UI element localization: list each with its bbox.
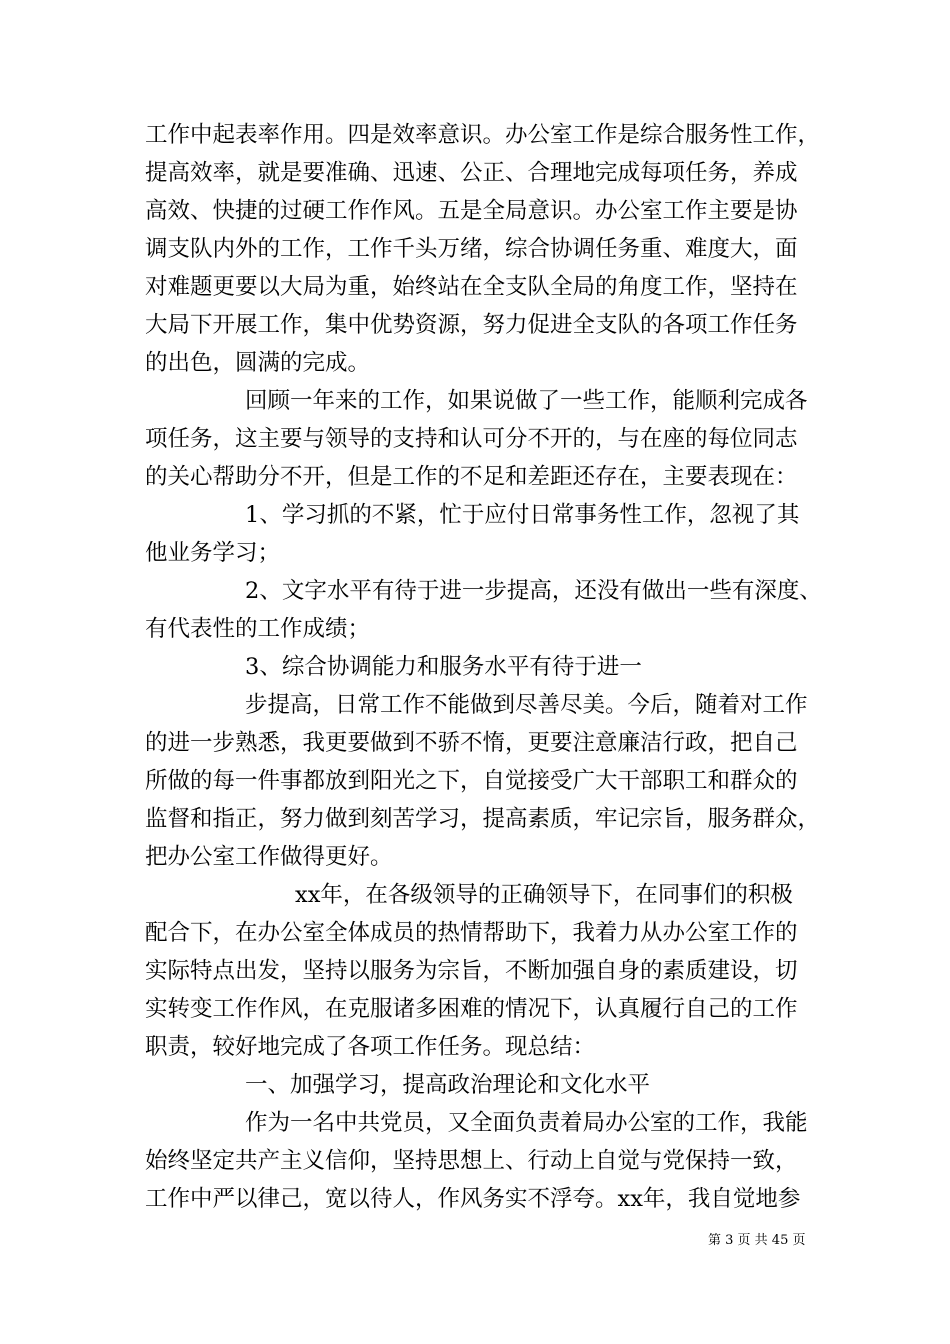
text-line: 他业务学习；	[145, 540, 281, 566]
text-line: 大局下开展工作，集中优势资源，努力促进全支队的各项工作任务	[145, 312, 798, 338]
list-item-2-line: 2、文字水平有待于进一步提高，还没有做出一些有深度、	[245, 578, 822, 604]
text-line: 始终坚定共产主义信仰，坚持思想上、行动上自觉与党保持一致，	[145, 1148, 798, 1174]
text-line: 的进一步熟悉，我更要做到不骄不惰，更要注意廉洁行政，把自己	[145, 730, 798, 756]
text-line: 把办公室工作做得更好。	[145, 844, 393, 870]
text-line: 有代表性的工作成绩；	[145, 616, 371, 642]
text-line: 所做的每一件事都放到阳光之下，自觉接受广大干部职工和群众的	[145, 768, 798, 794]
text-line: 实际特点出发，坚持以服务为宗旨，不断加强自身的素质建设，切	[145, 958, 798, 984]
text-line: 对难题更要以大局为重，始终站在全支队全局的角度工作，坚持在	[145, 274, 798, 300]
text-line: 职责，较好地完成了各项工作任务。现总结：	[145, 1034, 596, 1060]
text-line: 配合下，在办公室全体成员的热情帮助下，我着力从办公室工作的	[145, 920, 798, 946]
text-line: 的关心帮助分不开，但是工作的不足和差距还存在，主要表现在：	[145, 464, 798, 490]
text-line: 的出色，圆满的完成。	[145, 350, 371, 376]
text-line: 实转变工作作风，在克服诸多困难的情况下，认真履行自己的工作	[145, 996, 798, 1022]
text-line: 工作中起表率作用。四是效率意识。办公室工作是综合服务性工作，	[145, 122, 821, 148]
paragraph-start-line: 作为一名中共党员，又全面负责着局办公室的工作，我能	[245, 1110, 808, 1136]
text-line: 调支队内外的工作，工作千头万绪，综合协调任务重、难度大，面	[145, 236, 798, 262]
paragraph-start-line: 步提高，日常工作不能做到尽善尽美。今后，随着对工作	[245, 692, 808, 718]
text-line: 项任务，这主要与领导的支持和认可分不开的，与在座的每位同志	[145, 426, 798, 452]
list-item-3-line: 3、综合协调能力和服务水平有待于进一	[245, 654, 642, 680]
text-line: 提高效率，就是要准确、迅速、公正、合理地完成每项任务，养成	[145, 160, 798, 186]
section-heading: 一、加强学习，提高政治理论和文化水平	[245, 1072, 651, 1098]
text-line: 工作中严以律己，宽以待人，作风务实不浮夸。xx年，我自觉地参	[145, 1186, 801, 1212]
text-line: 高效、快捷的过硬工作作风。五是全局意识。办公室工作主要是协	[145, 198, 798, 224]
paragraph-start-line: 回顾一年来的工作，如果说做了一些工作，能顺利完成各	[245, 388, 808, 414]
page-number-footer: 第 3 页 共 45 页	[708, 1233, 806, 1248]
paragraph-start-line: xx年，在各级领导的正确领导下，在同事们的积极	[295, 882, 793, 908]
list-item-1-line: 1、学习抓的不紧，忙于应付日常事务性工作，忽视了其	[245, 502, 800, 528]
text-line: 监督和指正，努力做到刻苦学习，提高素质，牢记宗旨，服务群众，	[145, 806, 821, 832]
